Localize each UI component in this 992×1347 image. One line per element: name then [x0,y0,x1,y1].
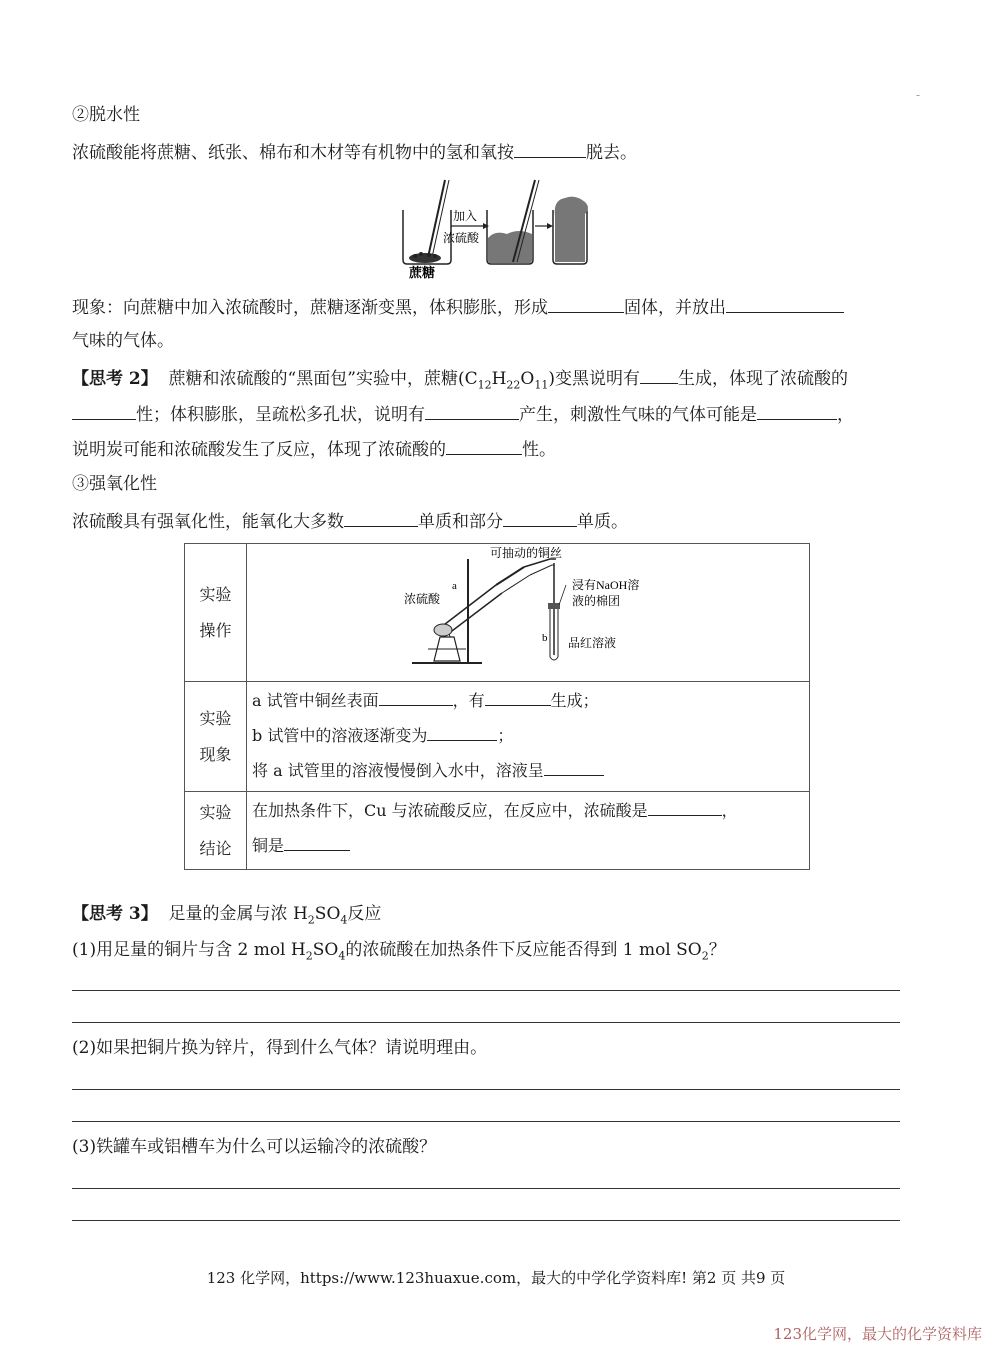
row3-label-1: 实验 [199,802,232,822]
fig-label-naoh-2: 液的棉团 [572,594,621,608]
figure-label-add-1: 加入 [453,209,478,223]
answer-line[interactable] [72,1089,900,1090]
row-label-operation [185,544,247,682]
sub-4: 4 [340,913,348,927]
think2-line-2 [72,401,854,427]
obs-2a: b 试管中的溶液逐渐变为 [252,726,428,745]
think3-title-a: 足量的金属与浓 H [168,904,308,924]
blank-color-change[interactable] [427,722,497,741]
blank-gas-name[interactable] [757,401,837,420]
oxidation-sentence [72,508,628,534]
answer-line[interactable] [72,1022,900,1023]
con-line-1 [248,793,808,828]
fig-label-naoh-1: 浸有NaOH溶 [572,578,640,592]
sub-11: 11 [534,378,549,392]
think2-tag: 【思考 2】 [72,369,158,389]
fig-label-conc-acid: 浓硫酸 [404,592,441,606]
question-1 [72,938,726,968]
q1-b: 的浓硫酸在加热条件下反应能否得到 1 mol SO [345,940,702,960]
watermark: 123化学网，最大的化学资料库 [773,1325,982,1343]
operation-figure-cell [247,544,810,682]
think2-l2-b: 产生，刺激性气味的气体可能是 [519,405,757,425]
row3-label-2: 结论 [199,838,232,858]
think2-l1-a: 蔗糖和浓硫酸的“黑面包”实验中，蔗糖(C [168,369,478,389]
blank-gas-produced[interactable] [485,687,551,706]
blank-nonmetal[interactable] [503,508,577,527]
con-1b: ， [721,801,738,820]
row1-label-2: 操作 [199,620,232,640]
sub-12: 12 [477,378,492,392]
question-2: (2)如果把铜片换为锌片，得到什么气体？请说明理由。 [72,1038,488,1058]
blank-property-1[interactable] [72,401,136,420]
fig-label-b: b [542,632,548,644]
dehydration-sentence [72,139,637,165]
think2-l1-b: )变黑说明有 [548,369,640,389]
think3-title-b: 反应 [347,904,382,924]
phenomenon-line-2: 气味的气体。 [72,331,174,351]
oxidation-text-c: 单质。 [577,512,628,532]
blank-gas[interactable] [425,401,519,420]
obs-1c: 生成； [550,691,599,710]
dehydration-text-a: 浓硫酸能将蔗糖、纸张、棉布和木材等有机物中的氢和氧按 [72,143,514,163]
so-text: SO [314,904,341,924]
o-letter: O [520,369,535,389]
fig-label-a: a [452,580,457,592]
answer-line[interactable] [72,1188,900,1189]
think3-tag: 【思考 3】 [72,904,158,924]
blank-property-2[interactable] [446,436,522,455]
blank-ratio[interactable] [514,139,586,158]
obs-line-3 [248,753,808,788]
blank-copper-role[interactable] [284,832,350,851]
answer-line[interactable] [72,1121,900,1122]
q1-so: SO [312,940,339,960]
oxidation-text-b: 单质和部分 [418,512,503,532]
obs-2b: ； [497,726,514,745]
con-line-2 [248,828,808,863]
question-3: (3)铁罐车或铝槽车为什么可以运输冷的浓硫酸？ [72,1137,437,1157]
blank-solution-color[interactable] [544,757,604,776]
section-heading-dehydration: ②脱水性 [72,105,140,125]
blank-odor[interactable] [726,294,844,313]
sugar-dehydration-figure [395,176,595,280]
fig-label-magenta: 品红溶液 [568,636,617,650]
obs-1b: ，有 [452,691,485,710]
figure-label-sugar: 蔗糖 [409,265,436,280]
blank-metal[interactable] [344,508,418,527]
obs-3a: 将 a 试管里的溶液慢慢倒入水中，溶液呈 [252,761,544,780]
row2-label-1: 实验 [199,708,232,728]
row2-label-2: 现象 [199,744,232,764]
answer-line[interactable] [72,1220,900,1221]
oxidation-text-a: 浓硫酸具有强氧化性，能氧化大多数 [72,512,344,532]
sub-2: 2 [307,913,315,927]
q1-c: ？ [708,940,726,960]
fig-label-movable-wire: 可抽动的铜丝 [490,546,563,560]
think2-l3-b: 性。 [522,440,556,460]
blank-product[interactable] [640,365,678,384]
answer-line[interactable] [72,990,900,991]
q1-sub4: 4 [338,949,346,963]
think2-line-3 [72,436,556,462]
q1-a: (1)用足量的铜片与含 2 mol H [72,940,306,960]
blank-wire-surface[interactable] [379,687,453,706]
q1-sub2b: 2 [701,949,709,963]
experiment-table [184,543,810,870]
obs-line-1 [248,683,808,718]
blank-acid-role[interactable] [648,797,722,816]
phenomenon-line-1 [72,294,844,320]
copper-acid-apparatus-figure [248,545,808,675]
con-1a: 在加热条件下，Cu 与浓硫酸反应，在反应中，浓硫酸是 [252,801,648,820]
section-heading-oxidation: ③强氧化性 [72,474,157,494]
row1-label-1: 实验 [199,584,232,604]
think3-title [72,902,381,932]
row-label-conclusion [185,792,247,870]
h-letter: H [491,369,507,389]
conclusion-cell [247,792,810,870]
corner-mark: - [916,88,921,102]
phenomenon-cell [247,682,810,792]
con-2a: 铜是 [252,836,285,855]
phenomenon-text-a: 现象：向蔗糖中加入浓硫酸时，蔗糖逐渐变黑，体积膨胀，形成 [72,298,548,318]
think2-l2-a: 性；体积膨胀，呈疏松多孔状，说明有 [136,405,425,425]
sub-22: 22 [506,378,521,392]
phenomenon-text-b: 固体，并放出 [624,298,726,318]
blank-solid[interactable] [548,294,624,313]
think2-line-1 [72,365,848,397]
think2-l3-a: 说明炭可能和浓硫酸发生了反应，体现了浓硫酸的 [72,440,446,460]
obs-line-2 [248,718,808,753]
q1-sub2: 2 [305,949,313,963]
think2-l1-c: 生成，体现了浓硫酸的 [678,369,848,389]
obs-1a: a 试管中铜丝表面 [252,691,379,710]
figure-label-add-2: 浓硫酸 [443,231,480,245]
think2-l2-c: ， [837,405,854,425]
page-footer: 123 化学网，https://www.123huaxue.com，最大的中学化学资料库! 第2 页 共9 页 [206,1269,786,1287]
row-label-phenomenon [185,682,247,792]
dehydration-text-b: 脱去。 [586,143,637,163]
